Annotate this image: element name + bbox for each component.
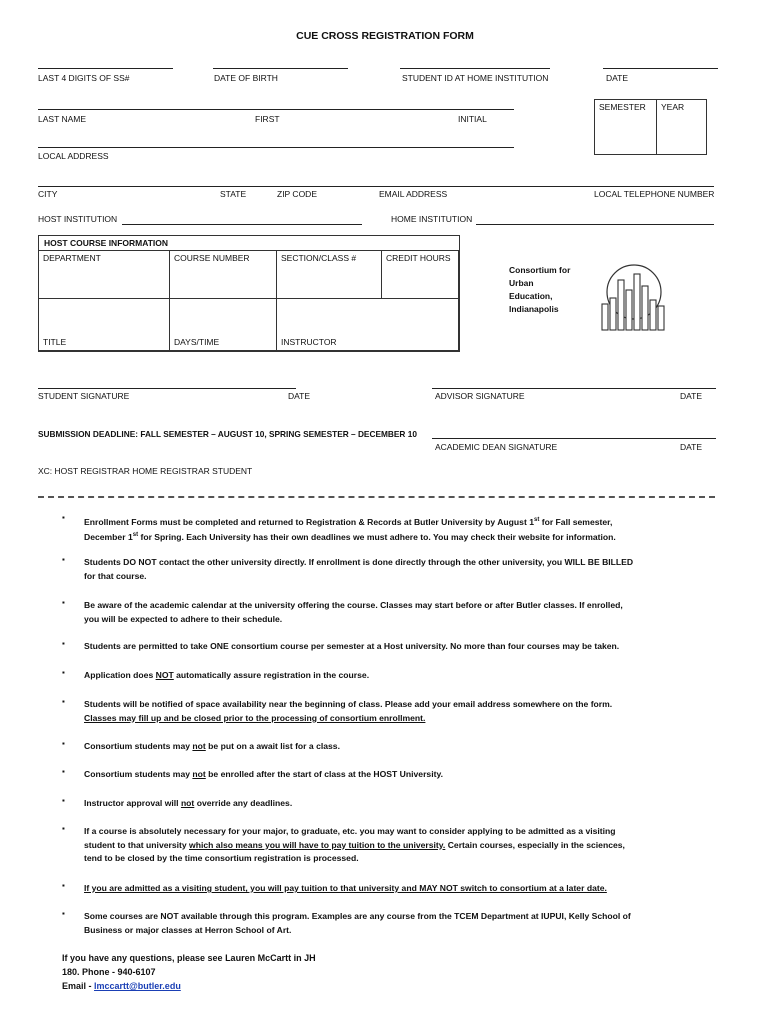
advisor-signature-line[interactable] xyxy=(432,388,716,389)
bullet-icon: ▪ xyxy=(62,639,65,648)
department-label: DEPARTMENT xyxy=(43,253,101,263)
rule-7-a: Consortium students may xyxy=(84,741,193,751)
advisor-signature-label: ADVISOR SIGNATURE xyxy=(435,391,525,401)
rule-5-text xyxy=(84,669,724,683)
year-box[interactable] xyxy=(656,99,707,155)
rule-7-b: be put on a await list for a class. xyxy=(205,741,340,751)
contact-line-2: 180. Phone - 940-6107 xyxy=(62,967,156,977)
rule-9-u: not xyxy=(180,798,195,808)
last-name-label: LAST NAME xyxy=(38,114,87,124)
student-signature-line[interactable] xyxy=(38,388,296,389)
rule-5-a: Application does xyxy=(84,670,156,680)
course-table-header: HOST COURSE INFORMATION xyxy=(44,238,169,248)
rule-2-a: Students DO NOT contact the other university directly. If enrollment is done directly through the other university, you WILL BE BILLED xyxy=(84,557,634,567)
rule-12-b: Business or major classes at Herron School of Art. xyxy=(84,924,292,935)
rule-9-a: Instructor approval will xyxy=(84,798,181,808)
course-number-cell[interactable] xyxy=(169,250,277,299)
xc-line: XC: HOST REGISTRAR HOME REGISTRAR STUDENT xyxy=(38,466,253,476)
student-id-label: STUDENT ID AT HOME INSTITUTION xyxy=(402,73,549,83)
email-label-text: Email - xyxy=(62,981,95,991)
submission-deadline: SUBMISSION DEADLINE: FALL SEMESTER – AUGUST 10, SPRING SEMESTER – DECEMBER 10 xyxy=(38,429,417,439)
host-institution-line[interactable] xyxy=(122,224,362,225)
bullet-icon: ▪ xyxy=(62,555,65,564)
consortium-line-4: Indianapolis xyxy=(509,304,559,314)
title-cell[interactable] xyxy=(38,298,170,351)
email-link[interactable]: lmccartt@butler.edu xyxy=(94,981,181,991)
city-row-line[interactable] xyxy=(38,186,714,187)
rule-10-d: tend to be closed by the time consortium registration is processed. xyxy=(84,853,359,863)
rule-8-b: be enrolled after the start of class at the HOST University. xyxy=(205,769,443,779)
credit-hours-label: CREDIT HOURS xyxy=(386,253,451,263)
rule-5-b: automatically assure registration in the course. xyxy=(173,670,370,680)
student-id-line[interactable] xyxy=(400,68,550,69)
rule-2-b: for that course. xyxy=(84,570,147,581)
name-line[interactable] xyxy=(38,109,514,110)
rule-1-sup2: st xyxy=(132,532,139,539)
date-label: DATE xyxy=(606,73,629,83)
instructor-cell[interactable] xyxy=(276,298,459,351)
rule-8-a: Consortium students may xyxy=(84,769,193,779)
rule-9-text xyxy=(84,797,724,811)
rule-4-text: Students are permitted to take ONE consortium course per semester at a Host university. No more than four courses may be taken. xyxy=(84,641,620,651)
days-time-label: DAYS/TIME xyxy=(174,337,220,347)
state-label: STATE xyxy=(220,189,247,199)
rule-10-text xyxy=(84,825,724,866)
bullet-icon: ▪ xyxy=(62,513,65,522)
rule-10-u: which also means you will have to pay tuition to the university. xyxy=(189,839,446,850)
initial-label: INITIAL xyxy=(458,114,487,124)
rule-6-a: Students will be notified of space availability near the beginning of class. Please add your email address somewhere on the form. xyxy=(84,699,613,709)
bullet-icon: ▪ xyxy=(62,824,65,833)
consortium-line-1: Consortium for xyxy=(509,265,571,275)
credit-hours-cell[interactable] xyxy=(381,250,459,299)
rule-1-text xyxy=(84,514,724,545)
rule-8-text xyxy=(84,768,724,782)
rule-6-text xyxy=(84,698,724,725)
rule-10-b: student to that university xyxy=(84,839,190,850)
course-number-label: COURSE NUMBER xyxy=(174,253,250,263)
advisor-date-label: DATE xyxy=(680,391,703,401)
form-title: CUE CROSS REGISTRATION FORM xyxy=(296,30,474,42)
rule-10-a: If a course is absolutely necessary for your major, to graduate, etc. you may want to consider applying to be admitted as a visiting xyxy=(84,826,616,836)
local-address-line[interactable] xyxy=(38,147,514,148)
host-institution-label: HOST INSTITUTION xyxy=(38,214,118,224)
rule-1-sup: st xyxy=(533,517,540,523)
home-institution-line[interactable] xyxy=(476,224,714,225)
rule-2-text xyxy=(84,556,724,583)
rule-7-text xyxy=(84,740,724,754)
rule-7-u: not xyxy=(192,741,206,751)
rule-8-u: not xyxy=(192,769,206,779)
dean-date-label: DATE xyxy=(680,442,703,452)
year-label: YEAR xyxy=(661,102,685,112)
bullet-icon: ▪ xyxy=(62,909,65,918)
bullet-icon: ▪ xyxy=(62,697,65,706)
dashed-divider xyxy=(38,496,715,502)
dean-signature-line[interactable] xyxy=(432,438,716,439)
dob-line[interactable] xyxy=(213,68,348,69)
contact-block xyxy=(62,951,316,993)
rule-12-a: Some courses are NOT available through this program. Examples are any course from the TCEM Department at IUPUI, Kelly School of xyxy=(84,911,631,921)
rule-6-u: Classes may fill up and be closed prior to the processing of consortium enrollment. xyxy=(84,712,426,723)
bullet-icon: ▪ xyxy=(62,739,65,748)
semester-box[interactable] xyxy=(594,99,657,155)
rule-3-b: you will be expected to adhere to their schedule. xyxy=(84,613,283,624)
bullet-icon: ▪ xyxy=(62,668,65,677)
first-name-label: FIRST xyxy=(255,114,280,124)
city-label: CITY xyxy=(38,189,58,199)
section-label: SECTION/CLASS # xyxy=(281,253,357,263)
contact-line-3 xyxy=(62,979,316,993)
phone-label: LOCAL TELEPHONE NUMBER xyxy=(594,189,715,199)
rule-1-a: Enrollment Forms must be completed and returned to Registration & Records at Butler University by August 1 xyxy=(84,516,534,527)
consortium-line-3: Education, xyxy=(509,291,553,301)
bullet-icon: ▪ xyxy=(62,881,65,890)
bullet-icon: ▪ xyxy=(62,767,65,776)
home-institution-label: HOME INSTITUTION xyxy=(391,214,473,224)
consortium-text xyxy=(509,264,570,316)
email-label: EMAIL ADDRESS xyxy=(379,189,448,199)
ssn-line[interactable] xyxy=(38,68,173,69)
rule-10-c: Certain courses, especially in the sciences, xyxy=(445,839,625,850)
ssn-label: LAST 4 DIGITS OF SS# xyxy=(38,73,130,83)
semester-label: SEMESTER xyxy=(599,102,646,112)
dean-signature-label: ACADEMIC DEAN SIGNATURE xyxy=(435,442,558,452)
student-date-label: DATE xyxy=(288,391,311,401)
consortium-logo-icon xyxy=(598,260,670,334)
local-address-label: LOCAL ADDRESS xyxy=(38,151,109,161)
contact-line-1: If you have any questions, please see Lauren McCartt in JH xyxy=(62,953,316,963)
instructor-label: INSTRUCTOR xyxy=(281,337,337,347)
rule-5-u: NOT xyxy=(155,670,174,680)
days-time-cell[interactable] xyxy=(169,298,277,351)
rule-11-text: If you are admitted as a visiting student, you will pay tuition to that university and MAY NOT switch to consortium at a later date. xyxy=(84,883,607,893)
consortium-line-2: Urban xyxy=(509,278,534,288)
zip-label: ZIP CODE xyxy=(277,189,317,199)
rule-1-c: December 1 xyxy=(84,532,133,543)
rule-3-text xyxy=(84,599,724,626)
section-cell[interactable] xyxy=(276,250,382,299)
rule-1-d: for Spring. Each University has their own deadlines we must adhere to. You may check their website for information. xyxy=(138,532,616,543)
dob-label: DATE OF BIRTH xyxy=(214,73,278,83)
rule-12-text xyxy=(84,910,724,937)
rule-3-a: Be aware of the academic calendar at the university offering the course. Classes may start before or after Butler classes. If enrolled, xyxy=(84,600,623,610)
rule-9-b: override any deadlines. xyxy=(194,798,293,808)
date-line[interactable] xyxy=(603,68,718,69)
bullet-icon: ▪ xyxy=(62,796,65,805)
bullet-icon: ▪ xyxy=(62,598,65,607)
title-label: TITLE xyxy=(43,337,67,347)
student-signature-label: STUDENT SIGNATURE xyxy=(38,391,130,401)
rule-1-b: for Fall semester, xyxy=(539,516,613,527)
department-cell[interactable] xyxy=(38,250,170,299)
